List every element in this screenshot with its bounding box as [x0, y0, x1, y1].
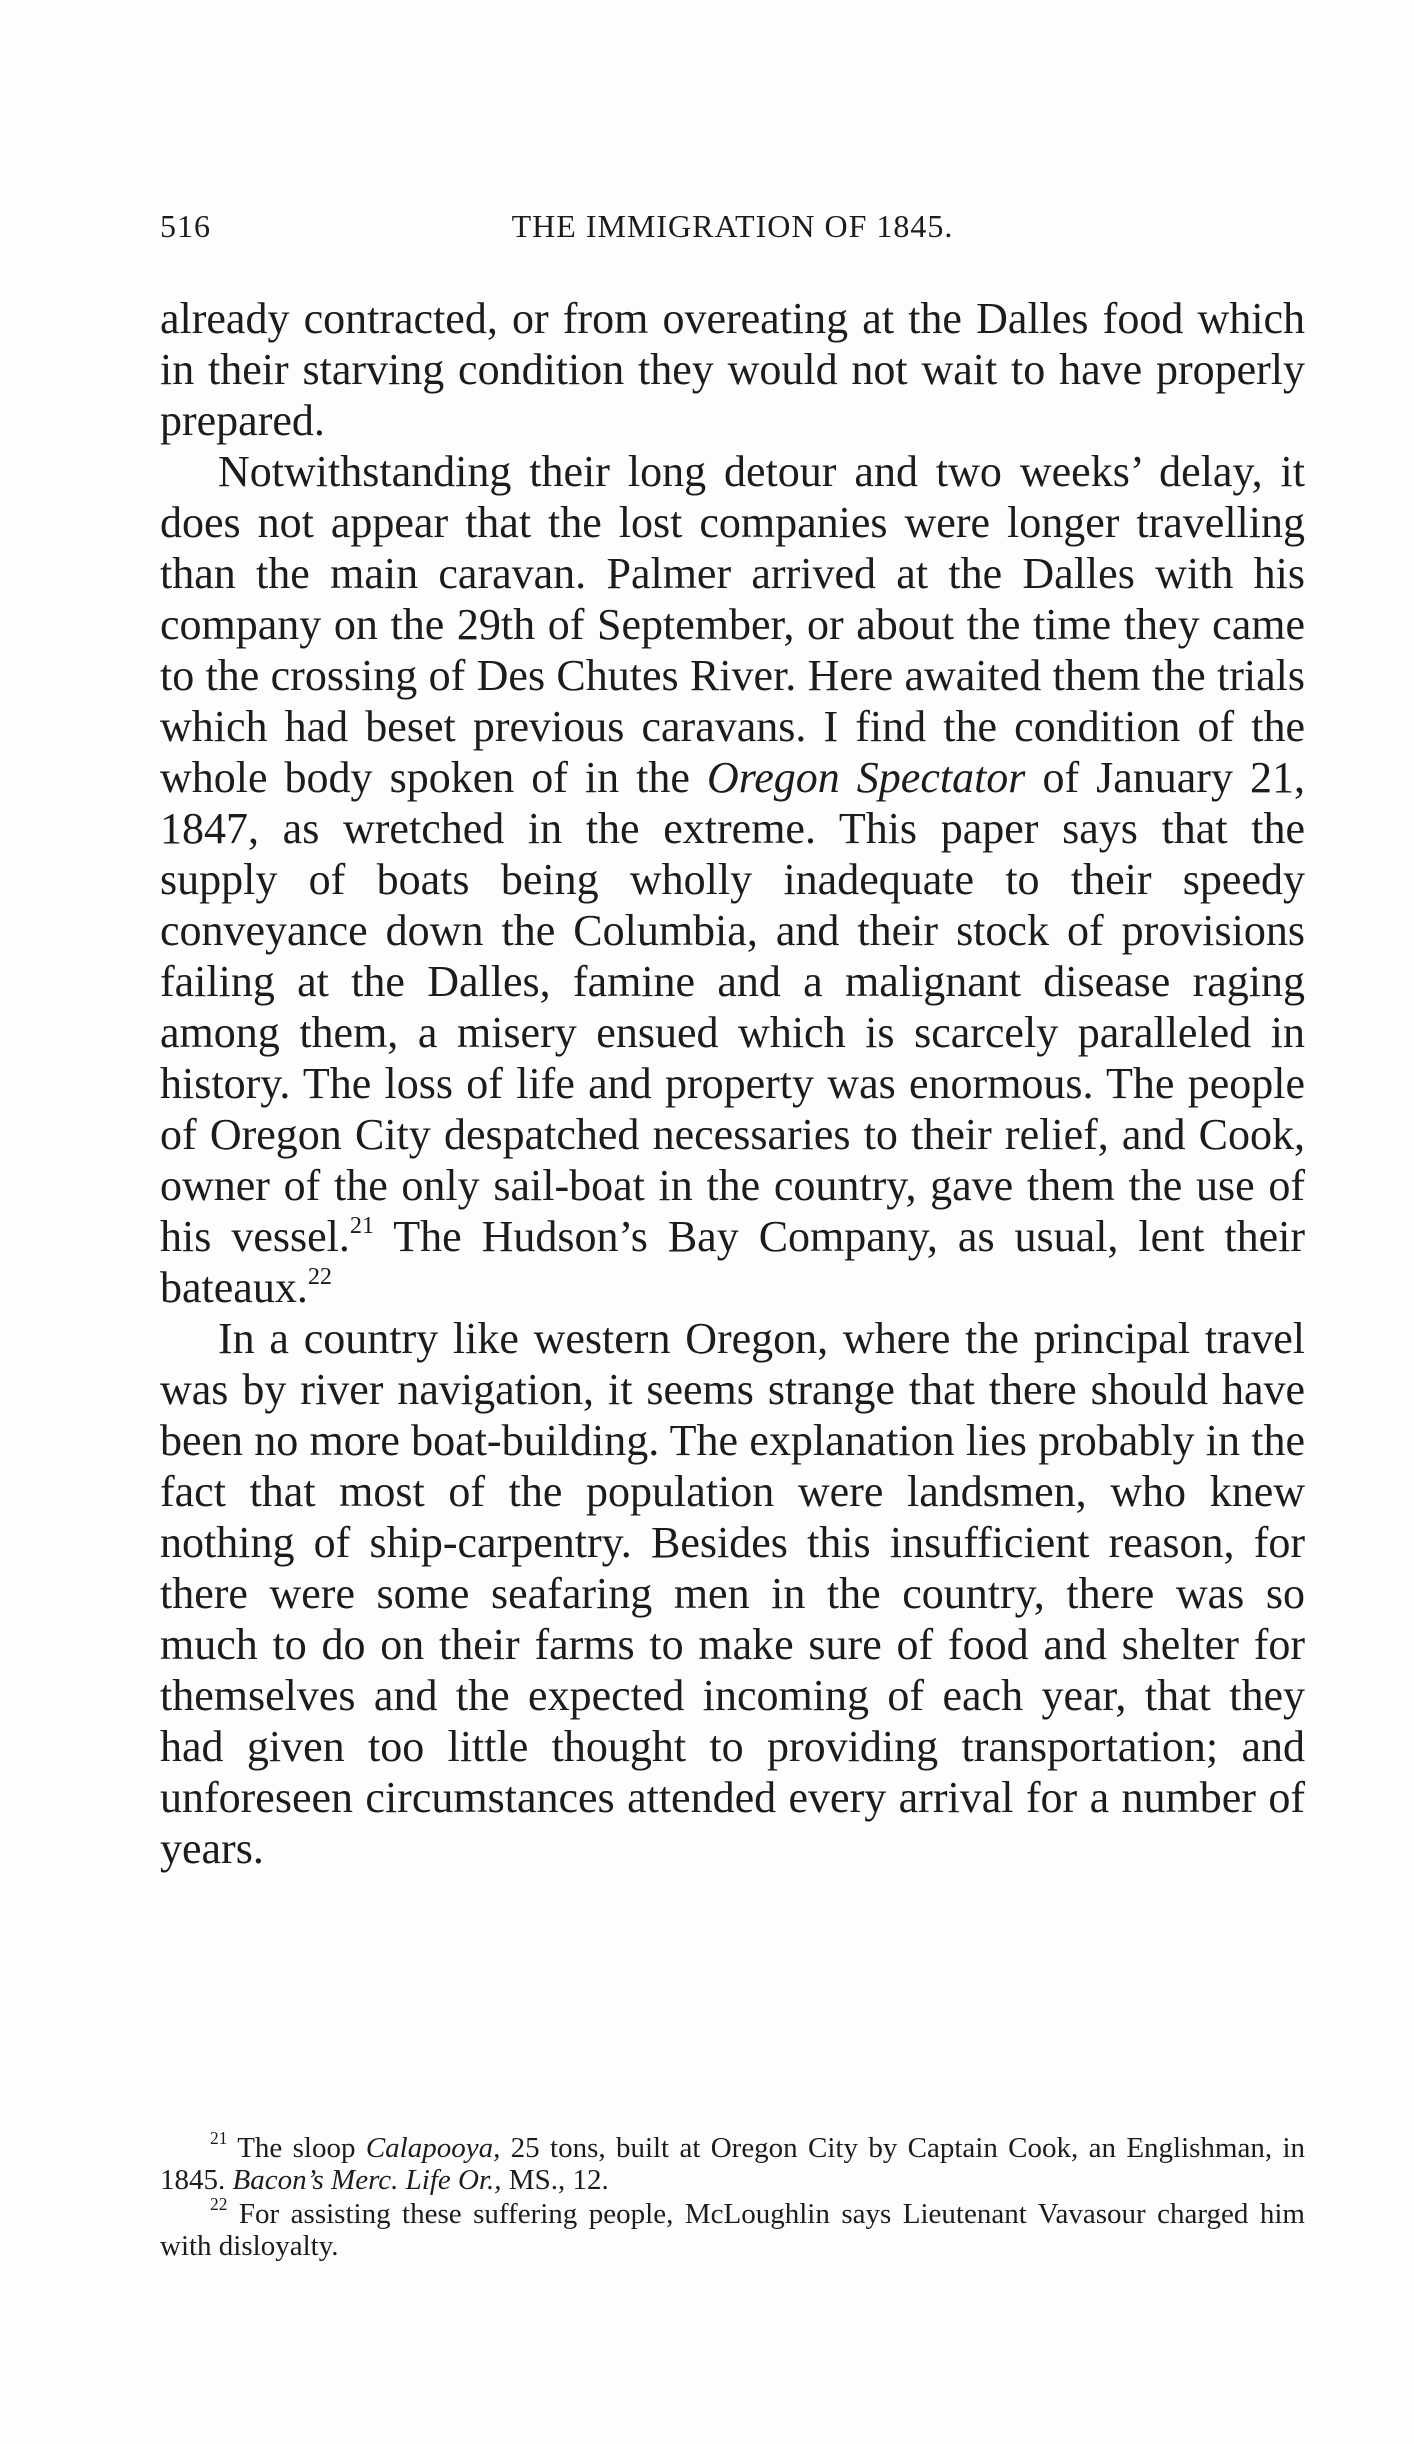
footnote-21-text-a: The sloop [227, 2132, 366, 2164]
footnote-21-marker: 21 [210, 2127, 228, 2148]
footnote-21 [160, 2127, 1306, 2196]
footnotes [160, 2127, 1306, 2264]
paragraph-3 [160, 1313, 1305, 1874]
paragraph-2-text-c: The Hudson’s Bay Company, as usual, lent their bateaux. [160, 1212, 1305, 1312]
footnote-21-italic-a: Calapooya, [365, 2132, 501, 2164]
paragraph-1 [160, 293, 1305, 446]
running-title: THE IMMIGRATION OF 1845. [511, 208, 954, 244]
paragraph-2-text-a: Notwithstanding their long detour and two weeks’ delay, it does not appear that the lost companies were longer travelling than the main caravan. Palmer arrived at the Dalles with his company on the 29th of September, or about the time they came to the crossing of Des Chutes River. Here awaited them the trials which had beset previous caravans. I find the condition of the whole body spoken of in the [160, 447, 1305, 802]
footnote-22-marker: 22 [210, 2193, 228, 2214]
footnote-21-italic-b: Bacon’s Merc. Life Or., [232, 2164, 502, 2196]
body-text [160, 293, 1305, 1874]
footnote-21-text-b: 25 tons, built at Oregon City by Captain Cook, an Englishman, in 1845. [160, 2132, 1306, 2196]
footnote-22-text: For assisting these suffering people, McLoughlin says Lieutenant Vavasour charged him with disloyalty. [160, 2198, 1305, 2262]
paragraph-3-text: In a country like western Oregon, where the principal travel was by river navigation, it seems strange that there should have been no more boat-building. The explanation lies probably in the fact that most of the population were landsmen, who knew nothing of ship-carpentry. Besides this insufficient reason, for there were some seafaring men in the country, there was so much to do on their farms to make sure of food and shelter for themselves and the expected incoming of each year, that they had given too little thought to providing transportation; and unforeseen circumstances attended every arrival for a number of years. [160, 1314, 1305, 1873]
newspaper-title: Oregon Spectator [706, 753, 1026, 802]
footnote-ref-22: 22 [307, 1262, 332, 1290]
running-head [160, 206, 1305, 246]
page-number: 516 [160, 208, 211, 244]
paragraph-1-text: already contracted, or from overeating at the Dalles food which in their starving condition they would not wait to have properly prepared. [160, 294, 1305, 445]
paragraph-2 [160, 446, 1305, 1313]
footnote-ref-21: 21 [349, 1211, 375, 1239]
footnote-21-text-c: MS., 12. [501, 2164, 609, 2196]
footnote-22 [160, 2193, 1305, 2262]
paragraph-2-text-b: of January 21, 1847, as wretched in the extreme. This paper says that the supply of boats being wholly inadequate to their speedy conveyance down the Columbia, and their stock of provisions failing at the Dalles, famine and a malignant disease raging among them, a misery ensued which is scarcely paralleled in history. The loss of life and property was enormous. The people of Oregon City despatched necessaries to their relief, and Cook, owner of the only sail-boat in the country, gave them the use of his vessel. [160, 753, 1305, 1261]
